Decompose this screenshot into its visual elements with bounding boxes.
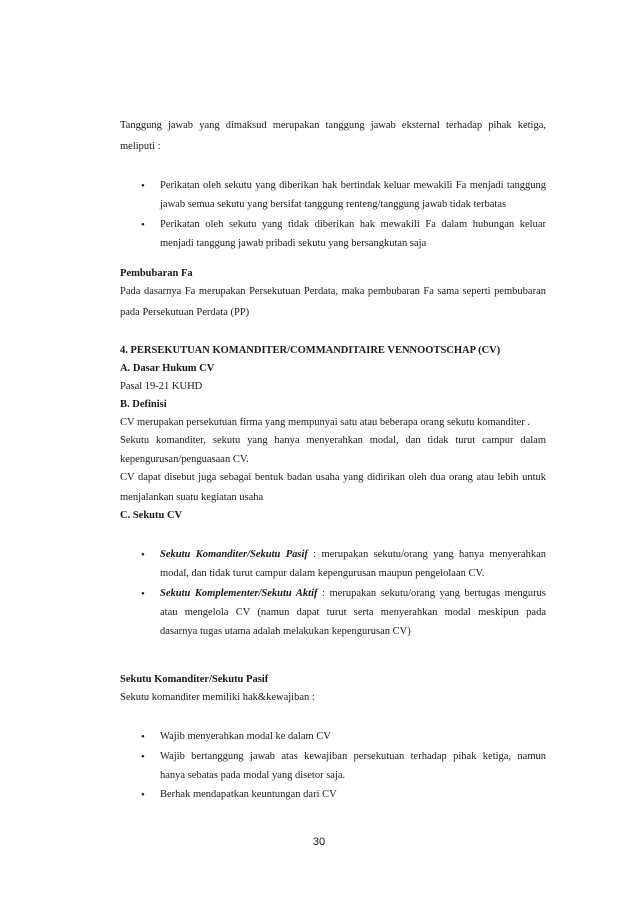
term-label: Sekutu Komanditer/Sekutu Pasif: [160, 549, 308, 560]
paragraph-line: Sekutu komanditer, sekutu yang hanya menyerahkan modal, dan tidak turut campur dalam: [120, 435, 546, 446]
bullet-icon: •: [141, 731, 145, 743]
subsection-heading: B. Definisi: [120, 399, 167, 410]
term-description: : merupakan sekutu/orang yang bertugas mengurus: [317, 588, 546, 599]
list-item-text: Berhak mendapatkan keuntungan dari CV: [160, 789, 337, 800]
section-heading: Pembubaran Fa: [120, 268, 193, 279]
paragraph-line: CV dapat disebut juga sebagai bentuk badan usaha yang didirikan oleh dua orang atau lebih untuk: [120, 472, 546, 483]
term-description: : merupakan sekutu/orang yang hanya menyerahkan: [307, 549, 546, 560]
list-item-text: Perikatan oleh sekutu yang tidak diberikan hak mewakili Fa dalam hubungan keluar: [160, 219, 546, 230]
list-item-text: Wajib bertanggung jawab atas kewajiban persekutuan terhadap pihak ketiga, namun: [160, 751, 546, 762]
bullet-icon: •: [141, 789, 145, 801]
term-label: Sekutu Komplementer/Sekutu Aktif: [160, 588, 318, 599]
list-item-text: Wajib menyerahkan modal ke dalam CV: [160, 731, 331, 742]
section-heading: Sekutu Komanditer/Sekutu Pasif: [120, 674, 269, 685]
intro-line: Tanggung jawab yang dimaksud merupakan tanggung jawab eksternal terhadap pihak ketiga,: [120, 120, 546, 131]
list-item-text: dasarnya tugas utama adalah melakukan kepengurusan CV): [160, 626, 411, 637]
subsection-heading: C. Sekutu CV: [120, 510, 183, 521]
list-item-text: menjadi tanggung jawab pribadi sekutu yang bersangkutan saja: [160, 238, 427, 249]
list-item-text: jawab semua sekutu yang bersifat tanggung renteng/tanggung jawab tidak terbatas: [160, 199, 507, 210]
paragraph-line: menjalankan suatu kegiatan usaha: [120, 492, 264, 503]
list-item-text: modal, dan tidak turut campur dalam kepengurusan maupun pengelolaan CV.: [160, 568, 485, 579]
intro-line: meliputi :: [120, 141, 161, 152]
paragraph-line: pada Persekutuan Perdata (PP): [120, 307, 250, 318]
bullet-icon: •: [141, 588, 145, 600]
page-number: 30: [312, 836, 326, 848]
bullet-icon: •: [141, 180, 145, 192]
list-item-text: [160, 587, 546, 601]
list-item-text: Perikatan oleh sekutu yang diberikan hak bertindak keluar mewakili Fa menjadi tanggung: [160, 180, 546, 191]
section-heading: 4. PERSEKUTUAN KOMANDITER/COMMANDITAIRE VENNOOTSCHAP (CV): [120, 345, 501, 356]
paragraph-line: Pada dasarnya Fa merupakan Persekutuan Perdata, maka pembubaran Fa sama seperti pembubaran: [120, 286, 546, 297]
list-item-text: [160, 548, 546, 562]
paragraph-line: Sekutu komanditer memiliki hak&kewajiban :: [120, 692, 315, 703]
list-item-text: hanya sebatas pada modal yang disetor saja.: [160, 770, 346, 781]
subsection-heading: A. Dasar Hukum CV: [120, 363, 215, 374]
bullet-icon: •: [141, 751, 145, 763]
paragraph-line: kepengurusan/penguasaan CV.: [120, 454, 249, 465]
bullet-icon: •: [141, 549, 145, 561]
paragraph-line: CV merupakan persekutuan firma yang mempunyai satu atau beberapa orang sekutu komanditer .: [120, 417, 531, 428]
bullet-icon: •: [141, 219, 145, 231]
paragraph-line: Pasal 19-21 KUHD: [120, 381, 203, 392]
list-item-text: atau mengelola CV (namun dapat turut serta menyerahkan modal meskipun pada: [160, 607, 546, 618]
